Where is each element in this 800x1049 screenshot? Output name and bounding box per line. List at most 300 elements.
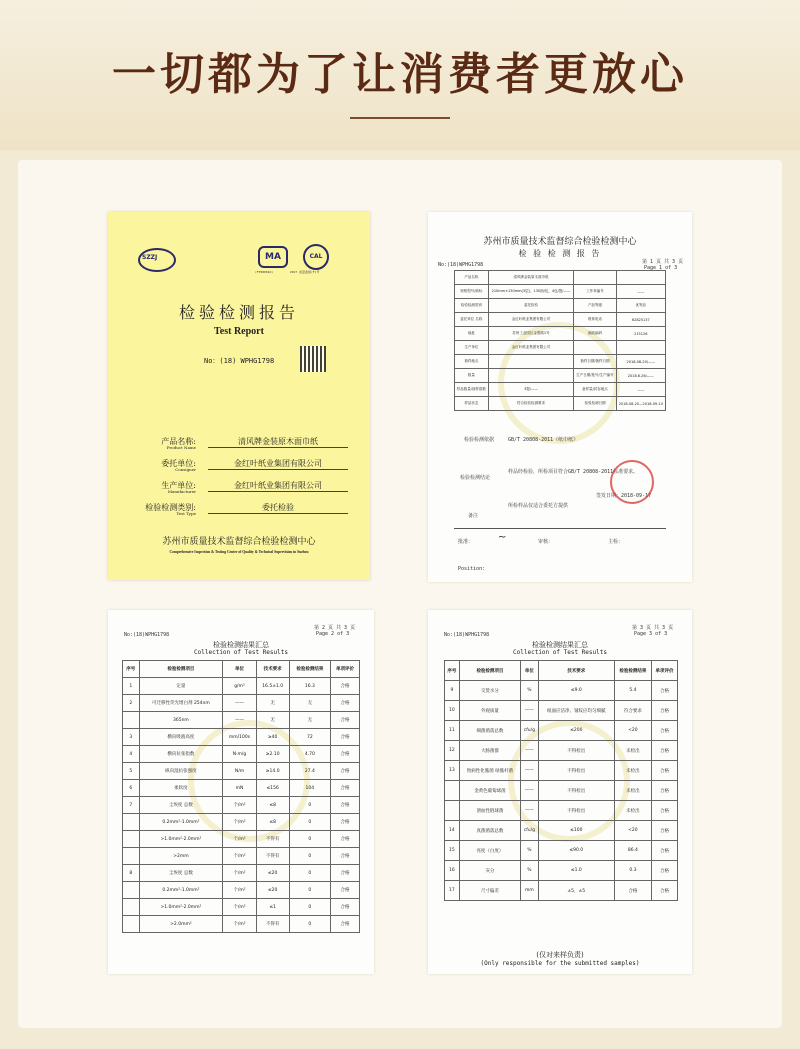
table-row xyxy=(455,285,666,299)
table-cell: 个/m² xyxy=(223,865,256,882)
table-row xyxy=(445,861,678,881)
table-cell: ≤20 xyxy=(256,865,289,882)
table-cell: ≤1 xyxy=(256,899,289,916)
table-cell: 金红叶纸业集团有限公司 xyxy=(488,313,574,327)
table-cell: 2018.6.26/—— xyxy=(616,369,665,383)
table-cell: 7 xyxy=(123,797,140,814)
table-cell: 不得有 xyxy=(256,831,289,848)
table-cell: ≤200 xyxy=(538,721,614,741)
table-header-cell: 单位 xyxy=(223,661,256,678)
table-cell: 金黄色葡萄球菌 xyxy=(459,781,520,801)
results-page-2 xyxy=(108,610,374,974)
table-row xyxy=(455,341,666,355)
table-cell: 72 xyxy=(289,729,330,746)
table-cell: 符合要求 xyxy=(614,701,651,721)
cma-caption: (FT080016) xyxy=(255,270,274,274)
table-cell: 27.4 xyxy=(289,763,330,780)
table-cell: 合格 xyxy=(331,678,360,695)
table-cell: 尘埃度 总数 xyxy=(139,797,223,814)
title-underline xyxy=(350,117,450,119)
table-cell: 0 xyxy=(289,865,330,882)
table-cell: 细菌菌落总数 xyxy=(459,721,520,741)
report-page-1 xyxy=(428,212,692,582)
results2-footer-en: (Only responsible for the submitted samples) xyxy=(480,960,640,967)
table-cell: 产品名称 xyxy=(455,271,489,285)
table-cell: 未检出 xyxy=(614,741,651,761)
table-cell: 合格 xyxy=(331,831,360,848)
table-cell xyxy=(445,801,460,821)
table-header-cell: 检验检测结果 xyxy=(289,661,330,678)
table-cell: 0 xyxy=(289,797,330,814)
conclusion-text: 样品经检验，所检项目符合GB/T 20808-2011标准要求。 xyxy=(508,469,639,475)
table-cell: 尺寸偏差 xyxy=(459,881,520,901)
table-cell: 合格 xyxy=(331,899,360,916)
table-row xyxy=(445,681,678,701)
table-cell xyxy=(123,882,140,899)
table-cell: 无 xyxy=(256,695,289,712)
table-cell: —— xyxy=(521,741,539,761)
table-cell: —— xyxy=(616,383,665,397)
table-cell: 横向抗张指数 xyxy=(139,746,223,763)
cover-field-product: 产品名称: Product Name 清风牌金装原木面巾纸 xyxy=(138,436,358,448)
table-cell: —— xyxy=(521,781,539,801)
table-cell: 12 xyxy=(445,741,460,761)
table-cell: 优等品 xyxy=(616,299,665,313)
table-cell: 抽样日期/抽样日期 xyxy=(574,355,616,369)
table-cell: mm xyxy=(521,881,539,901)
results2-title: 检验检测结果汇总 xyxy=(532,641,588,649)
results2-page-en: Page 3 of 3 xyxy=(634,631,668,637)
table-cell: 0 xyxy=(289,899,330,916)
table-cell: 104 xyxy=(289,780,330,797)
table-cell: 无 xyxy=(256,712,289,729)
table-cell: % xyxy=(521,841,539,861)
table-cell: 1 xyxy=(123,678,140,695)
table-cell xyxy=(123,814,140,831)
table-cell: 合格 xyxy=(331,865,360,882)
table-cell: 6 xyxy=(123,780,140,797)
table-cell: 生产单位 xyxy=(455,341,489,355)
table-header-cell: 检验检测结果 xyxy=(614,661,651,681)
results1-no: No:(18)WPHG1798 xyxy=(124,632,170,638)
table-header-cell: 单项评价 xyxy=(651,661,677,681)
table-cell: N·m/g xyxy=(223,746,256,763)
table-row xyxy=(455,327,666,341)
table-cell: ≤8 xyxy=(256,814,289,831)
approved-signature-icon: ~ xyxy=(498,532,507,543)
report-page-en: Page 1 of 3 xyxy=(644,265,678,271)
table-cell xyxy=(123,831,140,848)
table-cell: 8 xyxy=(123,865,140,882)
table-cell: 检验检测类别 xyxy=(455,299,489,313)
table-row xyxy=(123,695,360,712)
table-cell: 不得检出 xyxy=(538,801,614,821)
table-cell: 金红叶纸业集团有限公司 xyxy=(488,341,574,355)
table-cell: 个/m² xyxy=(223,882,256,899)
table-cell: 合格 xyxy=(614,881,651,901)
table-cell: 5.4 xyxy=(614,681,651,701)
table-cell xyxy=(123,712,140,729)
table-cell: cfu/g xyxy=(521,721,539,741)
results1-title-en: Collection of Test Results xyxy=(194,649,288,656)
table-cell: 3 xyxy=(123,729,140,746)
table-cell xyxy=(123,899,140,916)
report-cover xyxy=(108,212,370,580)
table-cell: 外观质量 xyxy=(459,701,520,721)
table-cell: 4 xyxy=(123,746,140,763)
table-cell: —— xyxy=(521,801,539,821)
table-cell: 纸面应洁净、皱纹应均匀细腻 xyxy=(538,701,614,721)
table-cell: 个/m² xyxy=(223,831,256,848)
remark-text: 所检样品仅适合委托方提供 xyxy=(508,503,569,509)
basis-label: 检验检测依据 xyxy=(464,437,495,443)
table-cell: 合格 xyxy=(331,797,360,814)
table-cell: 不得检出 xyxy=(538,741,614,761)
table-cell: 16 xyxy=(445,861,460,881)
table-cell: 个/m² xyxy=(223,814,256,831)
table-cell xyxy=(616,341,665,355)
table-cell: 0 xyxy=(289,882,330,899)
cover-field-test-type: 检验检测类别: Test Type 委托检验 xyxy=(138,502,358,514)
table-row xyxy=(455,313,666,327)
szzj-logo-text: SZZJ xyxy=(142,254,158,261)
table-row xyxy=(123,763,360,780)
table-row xyxy=(445,841,678,861)
table-cell: 样品数量/抽样基数 xyxy=(455,383,489,397)
table-row xyxy=(445,821,678,841)
cover-field-consigner: 委托单位: Consigner 金红叶纸业集团有限公司 xyxy=(138,458,358,470)
table-cell: ≤8 xyxy=(256,797,289,814)
table-cell: 纵向湿抗张强度 xyxy=(139,763,223,780)
table-bottom-rule xyxy=(454,528,666,529)
sign-date: 签发日期：2018-09-17 xyxy=(596,493,652,499)
table-cell: 委托检验 xyxy=(488,299,574,313)
table-cell: 生产日期/批号/生产编号 xyxy=(574,369,616,383)
table-header-cell: 序号 xyxy=(445,661,460,681)
table-cell: 合格 xyxy=(651,841,677,861)
cover-org-cn: 苏州市质量技术监督综合检验检测中心 xyxy=(162,537,316,547)
table-cell: 合格 xyxy=(651,861,677,881)
table-cell: ≤1.0 xyxy=(538,861,614,881)
table-cell: 合格 xyxy=(331,763,360,780)
table-cell: 0 xyxy=(289,848,330,865)
conclusion-label: 检验检测结论 xyxy=(460,475,491,481)
table-cell: 无 xyxy=(289,712,330,729)
table-cell: 0.2mm²-1.0mm² xyxy=(139,814,223,831)
table-cell: 62825137 xyxy=(616,313,665,327)
table-cell: 不得检出 xyxy=(538,761,614,781)
results1-table xyxy=(122,660,360,933)
table-header-row xyxy=(445,661,678,681)
table-cell: 个/m² xyxy=(223,916,256,933)
table-cell: ≥14.0 xyxy=(256,763,289,780)
table-cell: 检验检测日期 xyxy=(574,397,616,411)
table-cell: >1.0mm²-2.0mm² xyxy=(139,831,223,848)
table-cell: 未检出 xyxy=(614,761,651,781)
table-header-cell: 单位 xyxy=(521,661,539,681)
table-cell: 10 xyxy=(445,701,460,721)
table-cell: mN xyxy=(223,780,256,797)
report-org: 苏州市质量技术监督综合检验检测中心 xyxy=(483,237,637,247)
cover-org-en: Comprehensive Inspection & Testing Center of Quality & Technical Supervision in Suzhou xyxy=(169,550,309,554)
table-row xyxy=(123,848,360,865)
table-cell: 11 xyxy=(445,721,460,741)
results1-page-en: Page 2 of 3 xyxy=(316,631,350,637)
table-cell xyxy=(445,781,460,801)
table-row xyxy=(455,299,666,313)
table-cell: 个/m² xyxy=(223,797,256,814)
table-cell: 2018-08-20—2018-09-14 xyxy=(616,397,665,411)
table-cell: 未检出 xyxy=(614,801,651,821)
table-cell: 5 xyxy=(123,763,140,780)
report-page: 第 1 页 共 3 页 xyxy=(642,259,684,265)
table-cell: ≤100 xyxy=(538,821,614,841)
table-row xyxy=(445,741,678,761)
table-cell: 合格 xyxy=(331,882,360,899)
results2-page: 第 3 页 共 3 页 xyxy=(632,625,674,631)
table-cell: >2.0mm² xyxy=(139,916,223,933)
table-cell: 不得检出 xyxy=(538,781,614,801)
table-cell: 未检出 xyxy=(614,781,651,801)
table-cell: 个/m² xyxy=(223,848,256,865)
table-cell: 合格 xyxy=(651,681,677,701)
table-cell: 16.5±1.0 xyxy=(256,678,289,695)
results1-title: 检验检测结果汇总 xyxy=(213,641,269,649)
table-row xyxy=(123,814,360,831)
table-row xyxy=(123,780,360,797)
table-cell: 尘埃度 总数 xyxy=(139,865,223,882)
table-row xyxy=(445,701,678,721)
table-cell: 合格 xyxy=(331,729,360,746)
table-cell: 合格 xyxy=(331,746,360,763)
table-cell: 0 xyxy=(289,814,330,831)
table-row xyxy=(123,712,360,729)
table-cell: 合格 xyxy=(331,814,360,831)
table-cell: 数量 xyxy=(455,369,489,383)
table-cell: 4.70 xyxy=(289,746,330,763)
table-cell: 2 xyxy=(123,695,140,712)
table-cell: N/m xyxy=(223,763,256,780)
table-cell: 合格 xyxy=(651,801,677,821)
table-cell: 合格 xyxy=(651,701,677,721)
table-cell: 灰分 xyxy=(459,861,520,881)
table-cell: 定量 xyxy=(139,678,223,695)
table-header-cell: 技术要求 xyxy=(538,661,614,681)
table-row xyxy=(123,865,360,882)
table-row xyxy=(123,882,360,899)
table-cell: 86.4 xyxy=(614,841,651,861)
table-cell: 地址 xyxy=(455,327,489,341)
table-row xyxy=(455,383,666,397)
table-cell: mm/100s xyxy=(223,729,256,746)
table-cell: 合格 xyxy=(651,761,677,781)
table-cell: ≥40 xyxy=(256,729,289,746)
table-cell: % xyxy=(521,861,539,881)
table-cell: 个/m² xyxy=(223,899,256,916)
table-cell xyxy=(123,916,140,933)
table-cell xyxy=(574,341,616,355)
table-cell: 无 xyxy=(289,695,330,712)
table-cell: 委托单位 名称 xyxy=(455,313,489,327)
checked-label: 审核： xyxy=(538,539,554,545)
table-cell xyxy=(488,369,574,383)
table-cell: 清风牌金装原木面巾纸 xyxy=(488,271,574,285)
table-cell: 合格 xyxy=(651,821,677,841)
table-row xyxy=(123,831,360,848)
table-cell: 备样量/封存地点 xyxy=(574,383,616,397)
table-cell: 柔软度 xyxy=(139,780,223,797)
table-cell: 0.2mm²-1.0mm² xyxy=(139,882,223,899)
table-cell: 横向吸液高度 xyxy=(139,729,223,746)
table-cell: 9 xyxy=(445,681,460,701)
table-row xyxy=(455,369,666,383)
table-row xyxy=(445,801,678,821)
table-cell: ≤90.0 xyxy=(538,841,614,861)
results2-no: No:(18)WPHG1798 xyxy=(444,632,490,638)
cal-logo-icon: CAL xyxy=(303,244,329,270)
inspected-label: 主检： xyxy=(608,539,624,545)
table-cell: 合格 xyxy=(651,781,677,801)
table-cell: 致病性化脓菌 绿脓杆菌 xyxy=(459,761,520,781)
table-cell: 苏州工业园区金胜路1号 xyxy=(488,327,574,341)
table-cell: 合格 xyxy=(651,721,677,741)
results1-page: 第 2 页 共 3 页 xyxy=(314,625,356,631)
table-cell: 产品等级 xyxy=(574,299,616,313)
table-cell: 14 xyxy=(445,821,460,841)
table-cell: 0 xyxy=(289,831,330,848)
table-cell: 2018-08-20/—— xyxy=(616,355,665,369)
table-cell: 不得有 xyxy=(256,848,289,865)
table-cell: 样品状态 xyxy=(455,397,489,411)
results-page-3 xyxy=(428,610,692,974)
table-cell: 规格型号/商标 xyxy=(455,285,489,299)
cover-title-en: Test Report xyxy=(214,326,264,337)
table-cell: —— xyxy=(223,695,256,712)
table-cell: 邮政编码 xyxy=(574,327,616,341)
table-cell xyxy=(488,355,574,369)
page-title: 一切都为了让消费者更放心 xyxy=(112,49,688,100)
table-cell: 联系电话 xyxy=(574,313,616,327)
table-cell: 抽样地点 xyxy=(455,355,489,369)
table-cell: >2mm xyxy=(139,848,223,865)
table-row xyxy=(445,881,678,901)
table-cell: ≥2.10 xyxy=(256,746,289,763)
table-header-cell: 序号 xyxy=(123,661,140,678)
table-cell: 可迁移性荧光增白剂 254nm xyxy=(139,695,223,712)
table-cell: 交货水分 xyxy=(459,681,520,701)
table-cell: 不得有 xyxy=(256,916,289,933)
table-header-row xyxy=(123,661,360,678)
cover-field-manufacturer: 生产单位: Manufacturer 金红叶纸业集团有限公司 xyxy=(138,480,358,492)
table-header-cell: 技术要求 xyxy=(256,661,289,678)
table-row xyxy=(445,761,678,781)
qr-code-icon xyxy=(300,346,326,372)
table-cell: 合格 xyxy=(331,848,360,865)
table-row xyxy=(455,355,666,369)
approved-label: 批准： xyxy=(458,539,474,545)
table-cell xyxy=(123,848,140,865)
table-cell: 亮度（白度） xyxy=(459,841,520,861)
report-no: No:(18)WPHG1798 xyxy=(438,262,484,268)
table-cell: ≤156 xyxy=(256,780,289,797)
table-cell: >1.0mm²-2.0mm² xyxy=(139,899,223,916)
table-cell: —— xyxy=(223,712,256,729)
table-cell: 合格 xyxy=(331,916,360,933)
cma-logo-icon: MA xyxy=(258,246,288,268)
table-row xyxy=(455,271,666,285)
table-cell: ≤20 xyxy=(256,882,289,899)
table-cell: 13 xyxy=(445,761,460,781)
table-row xyxy=(445,781,678,801)
table-cell: 符合检验检测要求 xyxy=(488,397,574,411)
table-cell: % xyxy=(521,681,539,701)
table-row xyxy=(123,729,360,746)
table-cell: 真菌菌落总数 xyxy=(459,821,520,841)
table-cell: ≤9.0 xyxy=(538,681,614,701)
table-row xyxy=(455,397,666,411)
cal-caption: 2017 质量监督(F)号 xyxy=(290,270,320,274)
table-row xyxy=(123,678,360,695)
table-cell: 17 xyxy=(445,881,460,901)
table-cell: 合格 xyxy=(331,695,360,712)
table-cell: 合格 xyxy=(651,741,677,761)
table-row xyxy=(123,797,360,814)
table-row xyxy=(445,721,678,741)
table-cell: 工作单编号 xyxy=(574,285,616,299)
position-label: Position: xyxy=(458,566,486,572)
table-cell: 0.3 xyxy=(614,861,651,881)
table-cell: 15 xyxy=(445,841,460,861)
table-cell xyxy=(574,271,616,285)
table-cell: 16.3 xyxy=(289,678,330,695)
table-header-cell: 单项评价 xyxy=(331,661,360,678)
table-cell: cfu/g xyxy=(521,821,539,841)
cover-report-no: No：(18) WPHG1798 xyxy=(204,357,275,365)
table-header-cell: 检验检测项目 xyxy=(139,661,223,678)
table-cell: <20 xyxy=(614,721,651,741)
table-cell xyxy=(616,271,665,285)
table-cell: ±5，±5 xyxy=(538,881,614,901)
results2-footer-cn: (仅对来样负责) xyxy=(536,951,584,959)
table-row xyxy=(123,899,360,916)
table-cell: 溶血性链球菌 xyxy=(459,801,520,821)
table-cell: g/m² xyxy=(223,678,256,695)
table-cell: 0 xyxy=(289,916,330,933)
report-title: 检 验 检 测 报 告 xyxy=(518,249,602,258)
results2-title-en: Collection of Test Results xyxy=(513,649,607,656)
results2-table xyxy=(444,660,678,901)
table-cell: 210mm×130mm(3层)、130抽/包，4包/提/—— xyxy=(488,285,574,299)
table-row xyxy=(123,746,360,763)
basis-text: GB/T 20808-2011《纸巾纸》 xyxy=(508,437,579,443)
table-cell: 3提/—— xyxy=(488,383,574,397)
table-cell: 大肠菌群 xyxy=(459,741,520,761)
table-cell: —— xyxy=(616,285,665,299)
table-cell: —— xyxy=(521,701,539,721)
table-cell: <20 xyxy=(614,821,651,841)
table-cell: 合格 xyxy=(651,881,677,901)
table-header-cell: 检验检测项目 xyxy=(459,661,520,681)
table-row xyxy=(123,916,360,933)
table-cell: 合格 xyxy=(331,712,360,729)
table-cell: 365nm xyxy=(139,712,223,729)
red-seal-icon xyxy=(610,460,654,504)
table-cell: —— xyxy=(521,761,539,781)
report-info-table xyxy=(454,270,666,411)
remark-label: 备注 xyxy=(468,513,479,519)
cover-title-cn: 检验检测报告 xyxy=(178,303,299,322)
table-cell: 合格 xyxy=(331,780,360,797)
